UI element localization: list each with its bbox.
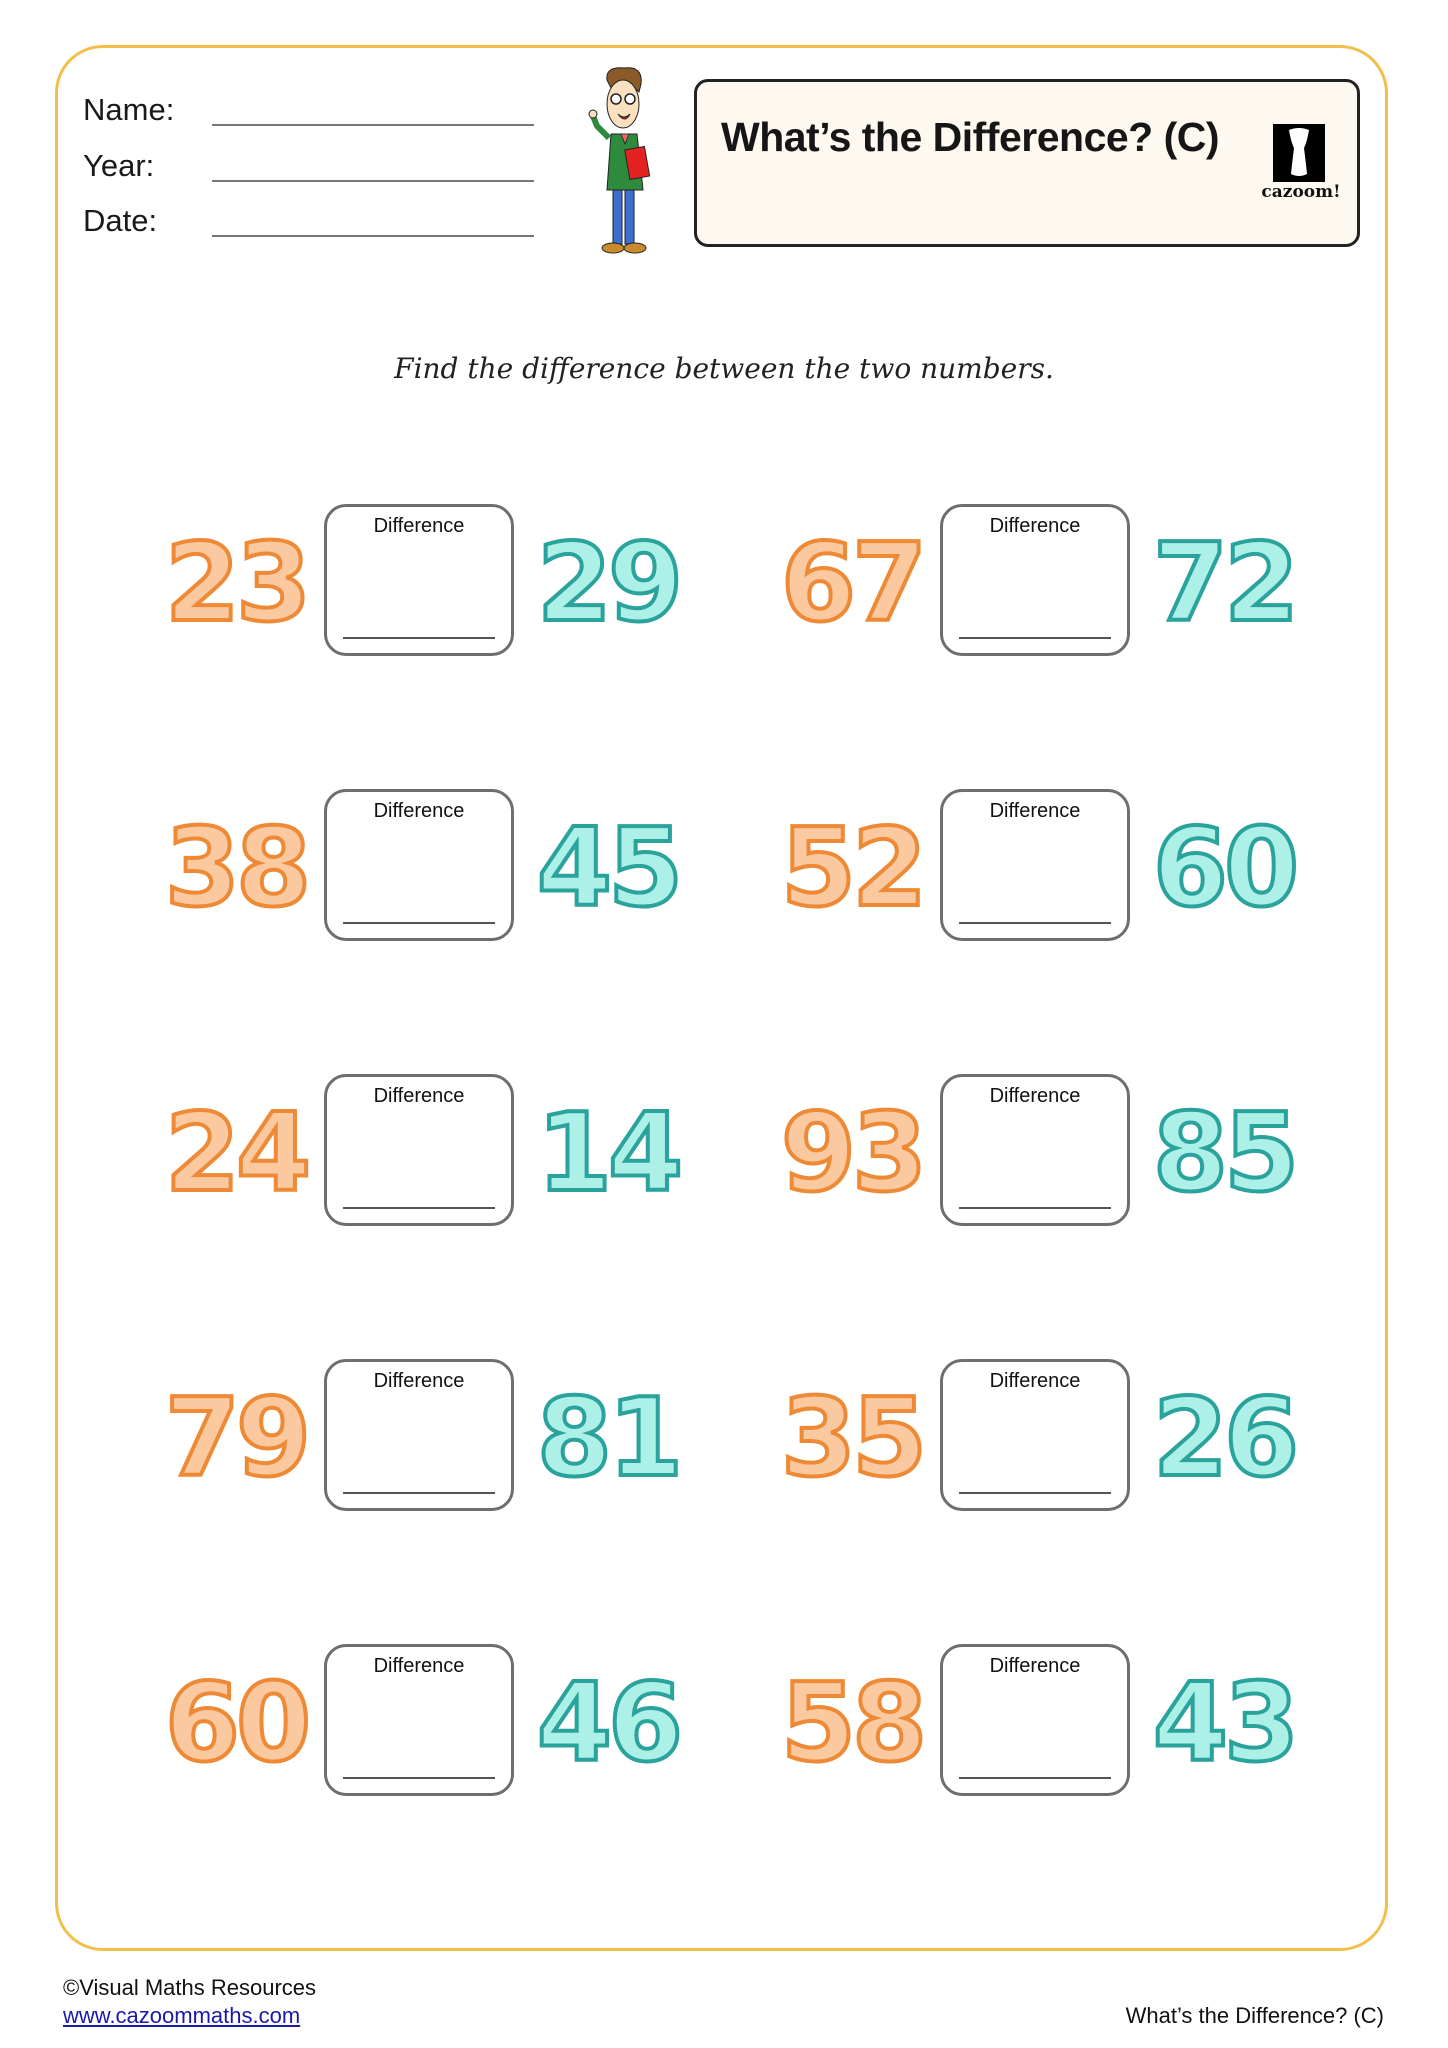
answer-label: Difference — [989, 1085, 1081, 1107]
answer-line — [959, 922, 1111, 924]
copyright-text: ©Visual Maths Resources — [63, 1975, 317, 2000]
second-number: 72 — [1152, 521, 1296, 646]
first-number: 60 — [164, 1661, 308, 1786]
answer-label: Difference — [989, 515, 1081, 537]
second-number: 26 — [1152, 1376, 1296, 1501]
answer-box[interactable] — [324, 1644, 514, 1796]
answer-box[interactable] — [940, 1359, 1130, 1511]
first-number: 79 — [164, 1376, 308, 1501]
answer-label: Difference — [373, 1655, 465, 1677]
first-number: 35 — [780, 1376, 924, 1501]
second-number: 85 — [1152, 1091, 1296, 1216]
answer-label: Difference — [373, 800, 465, 822]
website-link[interactable]: www.cazoommaths.com — [63, 2003, 301, 2028]
answer-line — [343, 1492, 495, 1494]
footer-worksheet-title: What’s the Difference? (C) — [1125, 2003, 1384, 2028]
first-number: 93 — [780, 1091, 924, 1216]
answer-line — [959, 1207, 1111, 1209]
first-number: 52 — [780, 806, 924, 931]
problem-8 — [772, 1359, 1332, 1511]
first-number: 38 — [164, 806, 308, 931]
logo-text: cazoom! — [1261, 182, 1341, 202]
second-number: 81 — [536, 1376, 680, 1501]
second-number: 60 — [1152, 806, 1296, 931]
first-number: 58 — [780, 1661, 924, 1786]
name-label: Name: — [83, 92, 175, 127]
answer-line — [959, 637, 1111, 639]
answer-line — [343, 1777, 495, 1779]
second-number: 46 — [536, 1661, 680, 1786]
problem-5 — [156, 1074, 716, 1226]
answer-label: Difference — [373, 515, 465, 537]
first-number: 24 — [164, 1091, 308, 1216]
problem-2 — [772, 504, 1332, 656]
answer-line — [343, 637, 495, 639]
year-field[interactable] — [212, 180, 534, 182]
answer-line — [343, 922, 495, 924]
instruction-text: Find the difference between the two numbers. — [394, 352, 1054, 385]
problem-4 — [772, 789, 1332, 941]
page-title: What’s the Difference? (C) — [721, 114, 1220, 160]
second-number: 14 — [536, 1091, 680, 1216]
second-number: 43 — [1152, 1661, 1296, 1786]
problem-10 — [772, 1644, 1332, 1796]
cazoom-logo-icon — [1273, 124, 1325, 182]
answer-label: Difference — [989, 1370, 1081, 1392]
answer-label: Difference — [373, 1370, 465, 1392]
answer-box[interactable] — [940, 504, 1130, 656]
answer-label: Difference — [989, 800, 1081, 822]
answer-box[interactable] — [940, 1644, 1130, 1796]
problem-7 — [156, 1359, 716, 1511]
date-label: Date: — [83, 203, 158, 238]
name-field[interactable] — [212, 124, 534, 126]
answer-box[interactable] — [324, 504, 514, 656]
answer-box[interactable] — [324, 789, 514, 941]
first-number: 67 — [780, 521, 924, 646]
answer-label: Difference — [989, 1655, 1081, 1677]
problem-9 — [156, 1644, 716, 1796]
answer-box[interactable] — [940, 789, 1130, 941]
year-label: Year: — [83, 148, 155, 183]
problem-3 — [156, 789, 716, 941]
answer-box[interactable] — [940, 1074, 1130, 1226]
answer-box[interactable] — [324, 1359, 514, 1511]
second-number: 29 — [536, 521, 680, 646]
title-box — [694, 79, 1360, 247]
answer-line — [959, 1492, 1111, 1494]
second-number: 45 — [536, 806, 680, 931]
answer-line — [959, 1777, 1111, 1779]
problem-6 — [772, 1074, 1332, 1226]
answer-line — [343, 1207, 495, 1209]
teacher-cartoon-icon — [585, 62, 660, 260]
answer-box[interactable] — [324, 1074, 514, 1226]
first-number: 23 — [164, 521, 308, 646]
problem-1 — [156, 504, 716, 656]
answer-label: Difference — [373, 1085, 465, 1107]
date-field[interactable] — [212, 235, 534, 237]
